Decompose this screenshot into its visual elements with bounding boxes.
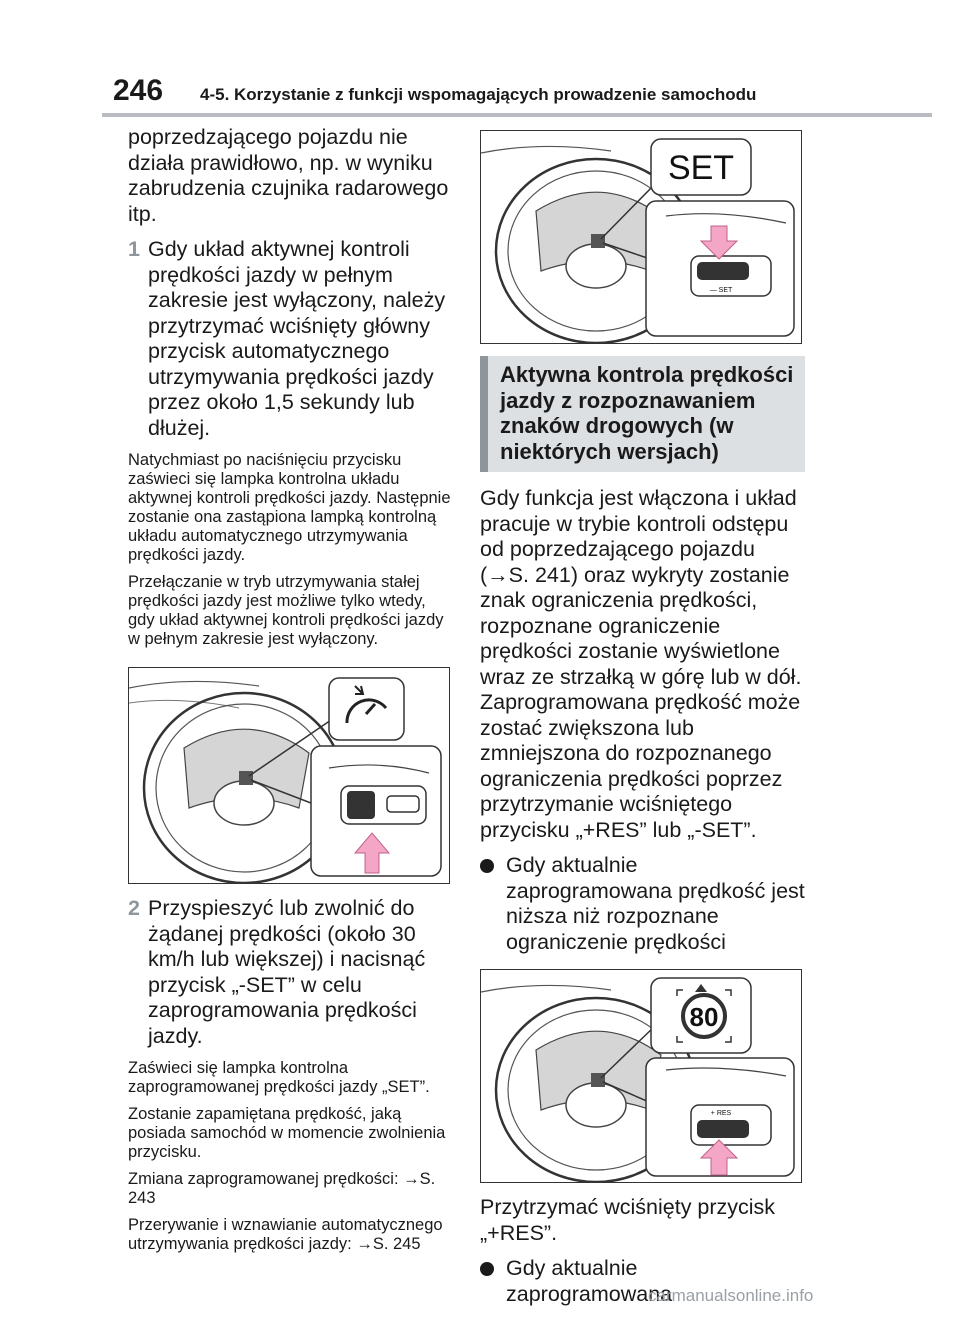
note-paragraph: Przerywanie i wznawianie automatycznego utrzymywania prędkości jazdy: →S. 245 xyxy=(128,1216,443,1253)
body-paragraph: Przytrzymać wciśnięty przycisk „+RES”. xyxy=(480,1195,776,1245)
step-text: Gdy układ aktywnej kontroli prędkości jazdy w pełnym zakresie jest wyłączony, należy przytrzymać wciśnięty główny przycisk automatycznego utrzymywania prędkości jazdy przez około 1,5 sekundy lub dłużej. xyxy=(148,237,446,440)
page-number: 246 xyxy=(113,74,164,107)
step-number: 2 xyxy=(128,896,140,920)
note-paragraph: Zaświeci się lampka kontrolna zaprogramowanej prędkości jazdy „SET”. xyxy=(128,1059,430,1096)
left-column xyxy=(128,125,453,1262)
bullet-dot xyxy=(480,859,494,873)
figure-set-button xyxy=(480,130,802,344)
step-text: Przyspieszyć lub zwolnić do żądanej prędkości (około 30 km/h lub większej) i nacisnąć przycisk „-SET” w celu zaprogramowania prędkości jazdy. xyxy=(148,896,426,1048)
right-column xyxy=(480,130,805,1317)
bullet-text: Gdy aktualnie zaprogramowana prędkość jest niższa niż rozpoznane ograniczenie prędkości xyxy=(506,853,805,954)
plus-res-label: + RES xyxy=(710,1110,732,1117)
step-2 xyxy=(128,896,453,1049)
note-paragraph: Natychmiast po naciśnięciu przycisku zaświeci się lampka kontrolna układu aktywnej kontroli prędkości jazdy. Następnie zostanie ona zastąpiona lampką kontrolną układu automatycznego utrzymywania prędkości jazdy. xyxy=(128,451,451,564)
page-header xyxy=(0,0,960,120)
figure-res-button xyxy=(480,969,802,1183)
intro-paragraph: poprzedzającego pojazdu nie działa prawidłowo, np. w wyniku zabrudzenia czujnika radarowego itp. xyxy=(128,125,449,226)
chapter-title: 4-5. Korzystanie z funkcji wspomagających prowadzenie samochodu xyxy=(200,85,757,104)
speed-sign-value: 80 xyxy=(689,1002,719,1032)
note-paragraph: Zostanie zapamiętana prędkość, jaką posiada samochód w momencie zwolnienia przycisku. xyxy=(128,1105,446,1161)
body-paragraph: Gdy funkcja jest włączona i układ pracuje w trybie kontroli odstępu od poprzedzającego pojazdu (→S. 241) oraz wykryty zostanie znak ograniczenia prędkości, rozpoznane ograniczenie prędkości zostanie wyświetlone wraz ze strzałką w górę lub w dół. Zaprogramowana prędkość może zostać zwiększona lub zmniejszona do rozpoznanego ograniczenia prędkości poprzez przytrzymanie wciśniętego przycisku „+RES” lub „-SET”. xyxy=(480,486,802,842)
steering-wheel-illustration xyxy=(481,131,801,343)
note-paragraph: Zmiana zaprogramowanej prędkości: →S. 243 xyxy=(128,1170,436,1207)
bullet-text: Gdy aktualnie zaprogramowana xyxy=(506,1256,673,1306)
bullet-dot xyxy=(480,1262,494,1276)
minus-set-label: — SET xyxy=(709,287,733,294)
figure-main-switch xyxy=(128,667,450,884)
note-paragraph: Przełączanie w tryb utrzymywania stałej prędkości jazdy jest możliwe tylko wtedy, gdy układ aktywnej kontroli prędkości jazdy w pełnym zakresie jest wyłączony. xyxy=(128,573,444,648)
step-number: 1 xyxy=(128,237,140,261)
set-indicator-label: SET xyxy=(667,149,735,187)
steering-wheel-illustration xyxy=(481,970,801,1182)
header-rule xyxy=(102,113,932,117)
steering-wheel-illustration xyxy=(129,668,449,883)
section-heading: Aktywna kontrola prędkości jazdy z rozpoznawaniem znaków drogowych (w niektórych wersjach) xyxy=(480,356,805,472)
step-1 xyxy=(128,237,453,441)
bullet-item xyxy=(480,853,805,955)
watermark: carmanualsonline.info xyxy=(648,1286,814,1305)
